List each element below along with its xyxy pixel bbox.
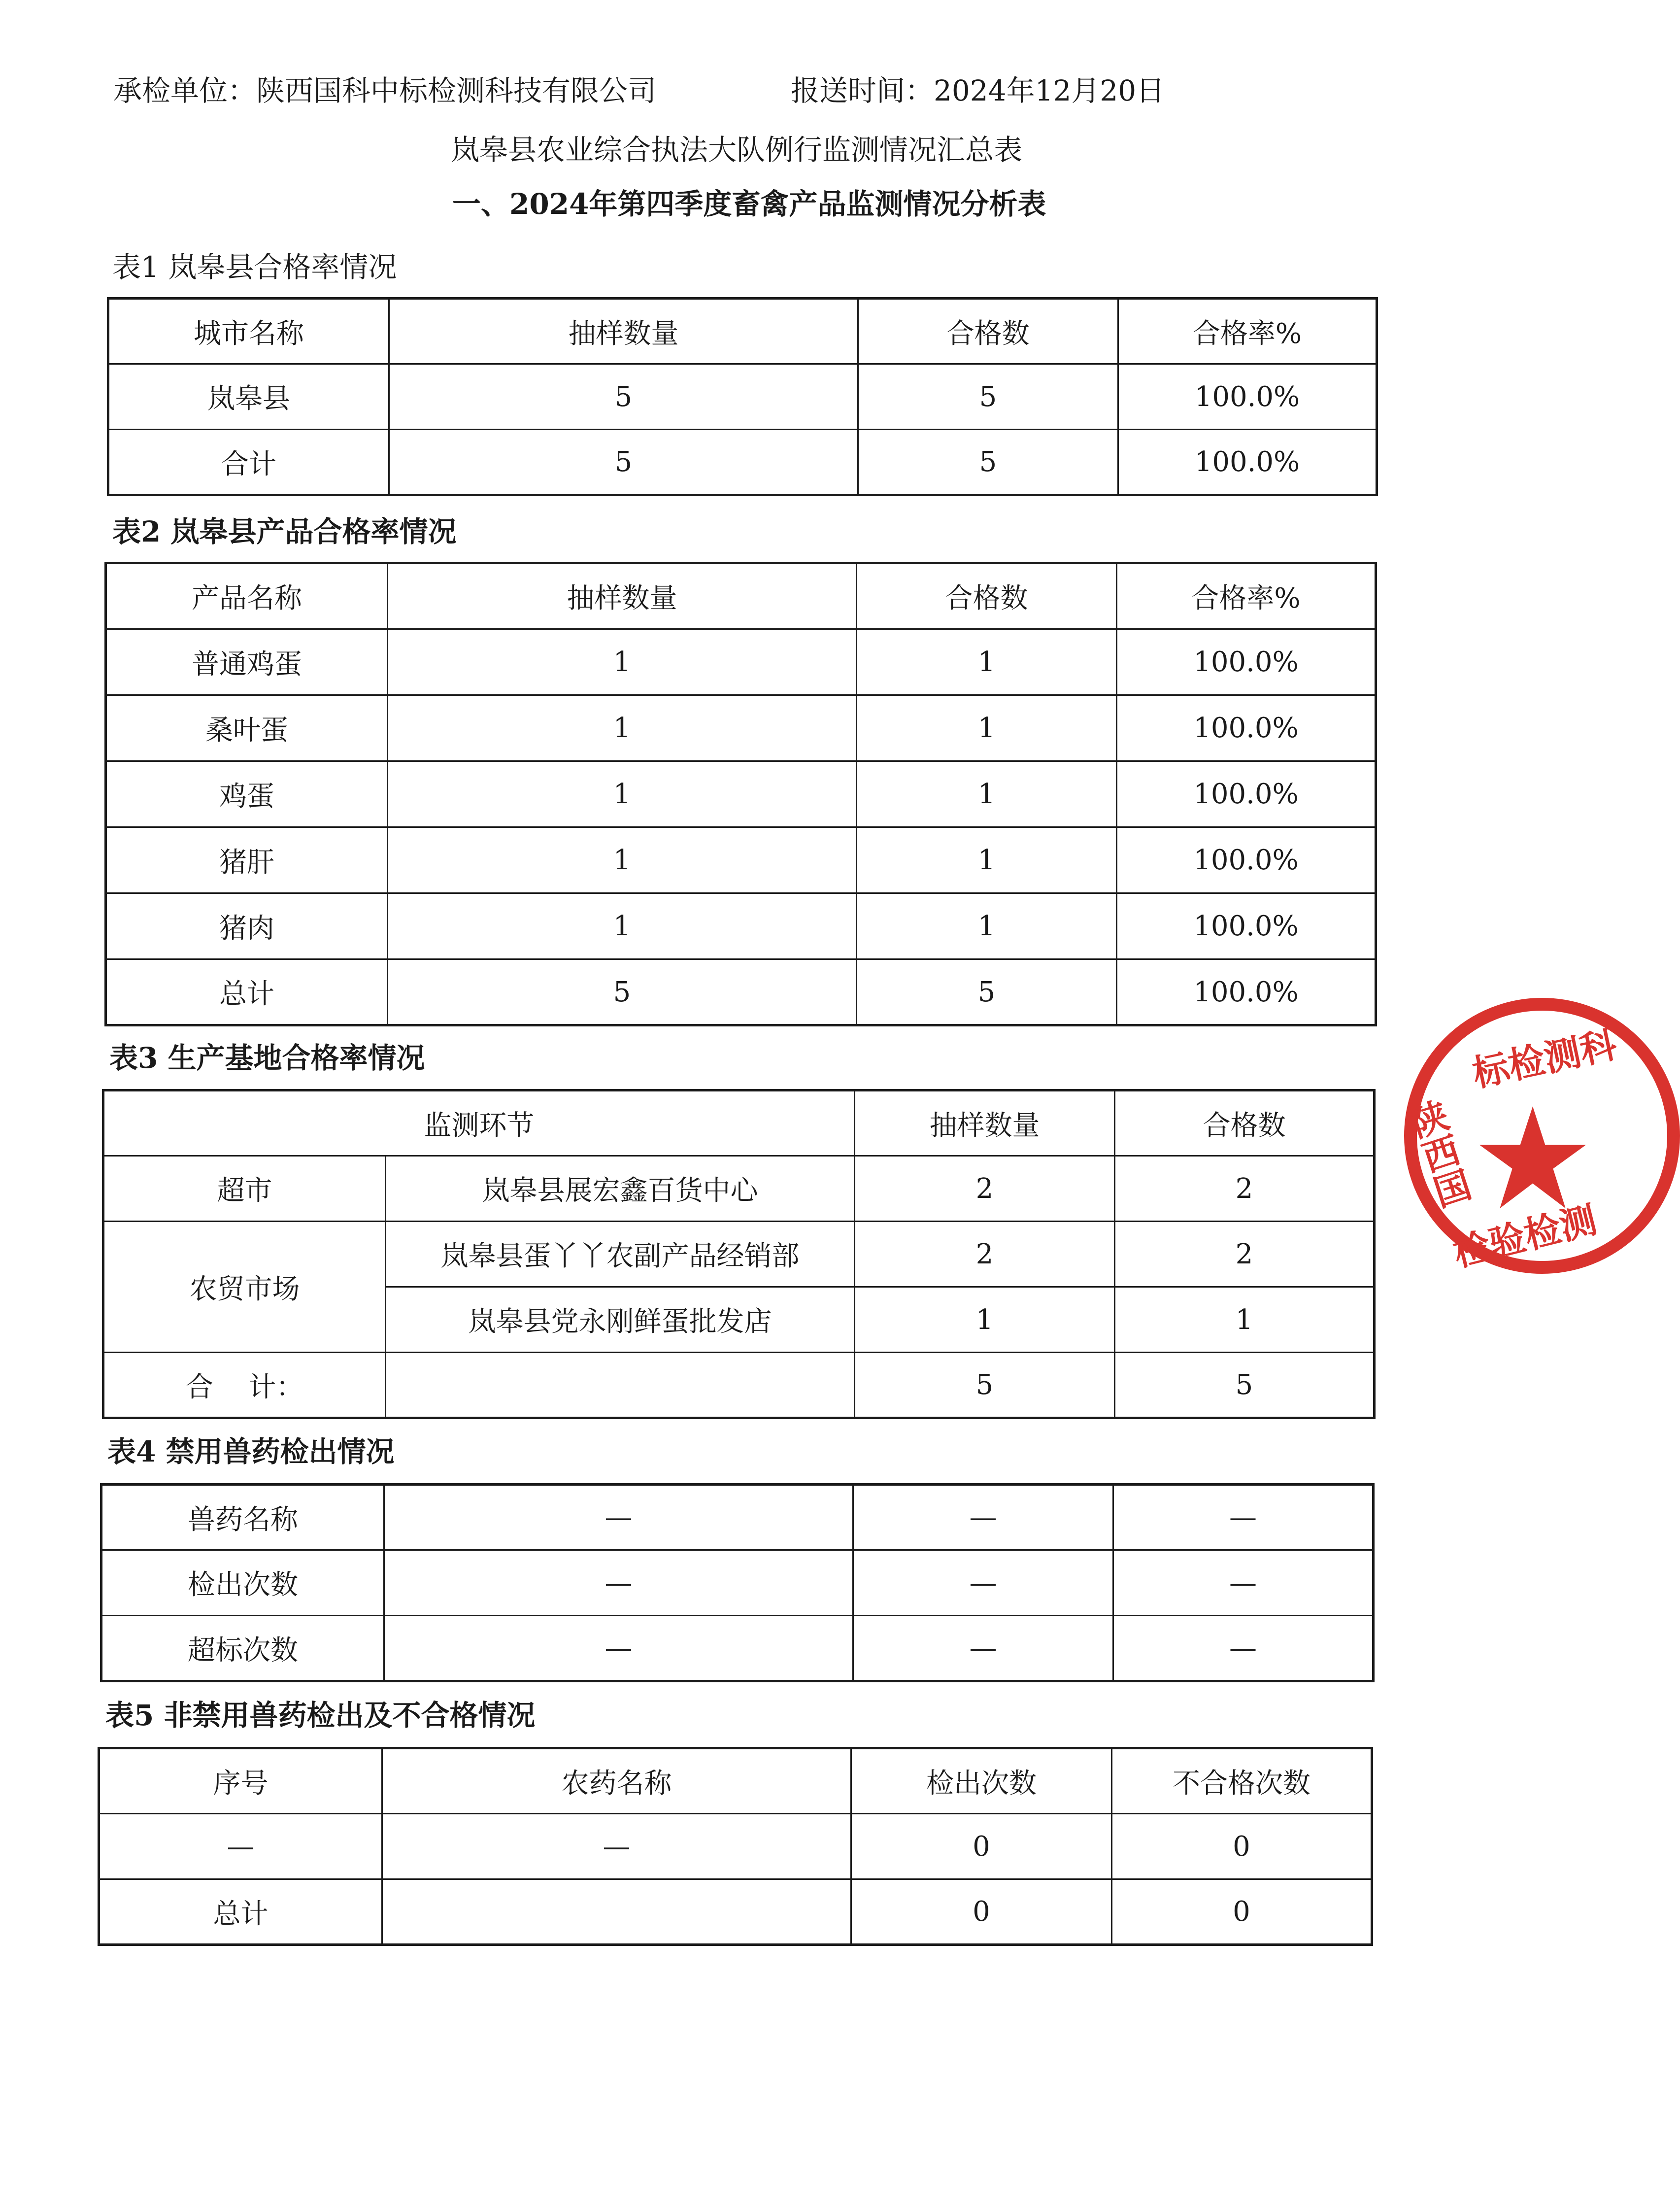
table-cell bbox=[382, 1879, 851, 1945]
header-cell: 序号 bbox=[99, 1748, 382, 1814]
table-cell: 1 bbox=[857, 629, 1117, 695]
table3-caption: 表3 生产基地合格率情况 bbox=[109, 1041, 425, 1075]
table-header-row bbox=[108, 299, 1377, 364]
table2-pass-rate-by-product bbox=[104, 562, 1377, 1026]
report-date: 报送时间：2024年12月20日 bbox=[791, 74, 1165, 107]
table-cell: — bbox=[853, 1485, 1113, 1550]
table-row bbox=[101, 1550, 1374, 1616]
header-cell: 城市名称 bbox=[108, 299, 389, 364]
table-cell: 5 bbox=[858, 364, 1118, 430]
site-type-cell: 超市 bbox=[103, 1156, 386, 1222]
table-cell: — bbox=[1113, 1485, 1374, 1550]
header-cell: 合格数 bbox=[1115, 1090, 1375, 1156]
row-label-cell: 检出次数 bbox=[101, 1550, 384, 1616]
table-cell: — bbox=[99, 1814, 382, 1879]
site-type-cell: 农贸市场 bbox=[103, 1222, 386, 1353]
seal-text-left: 陕西国 bbox=[1401, 1095, 1476, 1213]
table-cell: 桑叶蛋 bbox=[106, 695, 388, 761]
table2-caption: 表2 岚皋县产品合格率情况 bbox=[112, 515, 457, 548]
table3-pass-rate-by-site bbox=[102, 1089, 1376, 1419]
table-row bbox=[106, 761, 1376, 827]
header-cell: 抽样数量 bbox=[388, 563, 857, 629]
site-name-cell: 岚皋县党永刚鲜蛋批发店 bbox=[386, 1287, 855, 1353]
table-header-row bbox=[106, 563, 1376, 629]
table-cell: — bbox=[853, 1616, 1113, 1681]
table-cell: — bbox=[384, 1485, 853, 1550]
site-name-cell: 岚皋县蛋丫丫农副产品经销部 bbox=[386, 1222, 855, 1287]
table-row bbox=[103, 1353, 1375, 1418]
star-icon bbox=[1476, 1102, 1589, 1215]
table-cell: 0 bbox=[1112, 1879, 1372, 1945]
table-cell: 100.0% bbox=[1117, 893, 1376, 959]
table-cell: 100.0% bbox=[1117, 695, 1376, 761]
seal-text-top: 标检测科 bbox=[1469, 1023, 1620, 1095]
table-cell: 1 bbox=[1115, 1287, 1375, 1353]
table-cell: 5 bbox=[389, 364, 858, 430]
table-row bbox=[106, 695, 1376, 761]
row-label-cell: 超标次数 bbox=[101, 1616, 384, 1681]
table-cell: 1 bbox=[857, 893, 1117, 959]
table-cell: 100.0% bbox=[1117, 761, 1376, 827]
table4-caption: 表4 禁用兽药检出情况 bbox=[107, 1435, 395, 1468]
table-cell: 1 bbox=[855, 1287, 1115, 1353]
table-cell: 2 bbox=[1115, 1222, 1375, 1287]
table-cell: 岚皋县 bbox=[108, 364, 389, 430]
total-label-cell: 合 计： bbox=[103, 1353, 386, 1418]
table-cell: 0 bbox=[851, 1814, 1112, 1879]
table-cell: 2 bbox=[855, 1156, 1115, 1222]
table-cell: 100.0% bbox=[1118, 430, 1377, 495]
table-row bbox=[101, 1616, 1374, 1681]
table-cell: 总计 bbox=[99, 1879, 382, 1945]
document-title: 岚皋县农业综合执法大队例行监测情况汇总表 bbox=[451, 133, 1023, 167]
table-cell: 1 bbox=[857, 827, 1117, 893]
table-cell: 5 bbox=[855, 1353, 1115, 1418]
table-row bbox=[106, 629, 1376, 695]
table-cell: 1 bbox=[388, 893, 857, 959]
table-cell: 5 bbox=[858, 430, 1118, 495]
table-cell: 100.0% bbox=[1118, 364, 1377, 430]
table-header-row bbox=[99, 1748, 1372, 1814]
header-cell: 合格数 bbox=[857, 563, 1117, 629]
table-cell: 合计 bbox=[108, 430, 389, 495]
header-cell: 监测环节 bbox=[103, 1090, 855, 1156]
table-row bbox=[103, 1156, 1375, 1222]
table-cell: 5 bbox=[388, 959, 857, 1025]
header-cell: 农药名称 bbox=[382, 1748, 851, 1814]
table-cell: 普通鸡蛋 bbox=[106, 629, 388, 695]
table-cell: — bbox=[1113, 1616, 1374, 1681]
header-cell: 抽样数量 bbox=[389, 299, 858, 364]
table-cell: 1 bbox=[388, 761, 857, 827]
header-cell: 合格数 bbox=[858, 299, 1118, 364]
table-row bbox=[108, 430, 1377, 495]
table-cell: 1 bbox=[388, 629, 857, 695]
table-cell: 1 bbox=[857, 761, 1117, 827]
table-cell: 100.0% bbox=[1117, 827, 1376, 893]
table-row bbox=[106, 893, 1376, 959]
table-cell: 5 bbox=[389, 430, 858, 495]
table-cell: 2 bbox=[1115, 1156, 1375, 1222]
table-cell: 猪肉 bbox=[106, 893, 388, 959]
header-cell: 检出次数 bbox=[851, 1748, 1112, 1814]
table-cell: — bbox=[384, 1616, 853, 1681]
table-cell: — bbox=[853, 1550, 1113, 1616]
document-subtitle: 一、2024年第四季度畜禽产品监测情况分析表 bbox=[452, 187, 1046, 221]
table-cell: 鸡蛋 bbox=[106, 761, 388, 827]
table-row bbox=[103, 1222, 1375, 1287]
table1-caption: 表1 岚皋县合格率情况 bbox=[112, 250, 397, 284]
seal-text-bottom: 检验检测 bbox=[1449, 1198, 1601, 1275]
site-name-cell: 岚皋县展宏鑫百货中心 bbox=[386, 1156, 855, 1222]
table-cell: 1 bbox=[388, 695, 857, 761]
table-cell: 5 bbox=[857, 959, 1117, 1025]
table-row bbox=[106, 959, 1376, 1025]
table-cell: — bbox=[384, 1550, 853, 1616]
table-cell: 1 bbox=[857, 695, 1117, 761]
table-cell: 猪肝 bbox=[106, 827, 388, 893]
table4-banned-drugs bbox=[100, 1483, 1375, 1682]
table-row bbox=[101, 1485, 1374, 1550]
official-seal bbox=[1401, 998, 1680, 1275]
table-row bbox=[106, 827, 1376, 893]
table-cell: 100.0% bbox=[1117, 959, 1376, 1025]
testing-unit: 承检单位：陕西国科中标检测科技有限公司 bbox=[113, 74, 657, 107]
table-header-row bbox=[103, 1090, 1375, 1156]
table1-pass-rate-by-county bbox=[107, 297, 1378, 496]
table-cell: 1 bbox=[388, 827, 857, 893]
table-row bbox=[99, 1814, 1372, 1879]
table-cell: 0 bbox=[851, 1879, 1112, 1945]
row-label-cell: 兽药名称 bbox=[101, 1485, 384, 1550]
empty-cell bbox=[386, 1353, 855, 1418]
table5-caption: 表5 非禁用兽药检出及不合格情况 bbox=[105, 1699, 536, 1732]
table5-nonbanned-drugs bbox=[98, 1747, 1373, 1946]
table-row bbox=[99, 1879, 1372, 1945]
table-cell: 2 bbox=[855, 1222, 1115, 1287]
header-cell: 抽样数量 bbox=[855, 1090, 1115, 1156]
table-cell: 100.0% bbox=[1117, 629, 1376, 695]
table-row bbox=[108, 364, 1377, 430]
header-cell: 合格率% bbox=[1117, 563, 1376, 629]
table-cell: — bbox=[382, 1814, 851, 1879]
header-cell: 合格率% bbox=[1118, 299, 1377, 364]
table-cell: 5 bbox=[1115, 1353, 1375, 1418]
header-cell: 不合格次数 bbox=[1112, 1748, 1372, 1814]
table-cell: 0 bbox=[1112, 1814, 1372, 1879]
table-cell: — bbox=[1113, 1550, 1374, 1616]
header-cell: 产品名称 bbox=[106, 563, 388, 629]
table-cell: 总计 bbox=[106, 959, 388, 1025]
